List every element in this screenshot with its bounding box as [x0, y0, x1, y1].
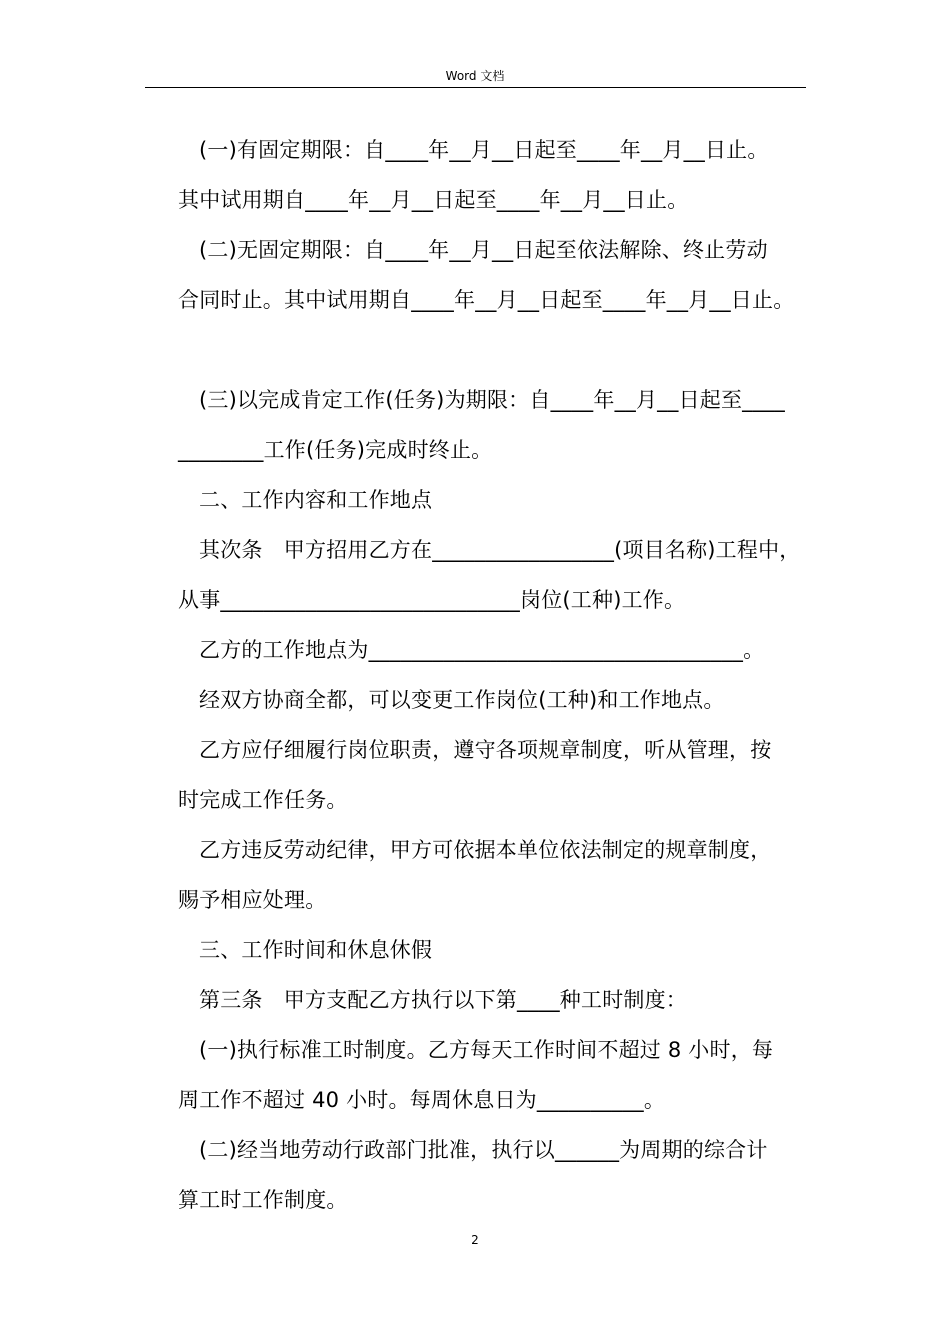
paragraph-spacer: [178, 325, 818, 375]
paragraph-line: 第三条 甲方支配乙方执行以下第____种工时制度：: [199, 988, 687, 1012]
paragraph-line: 从事____________________________岗位(工种)工作。: [178, 588, 686, 612]
paragraph-line: (一)执行标准工时制度。乙方每天工作时间不超过 8 小时，每: [199, 1038, 774, 1062]
paragraph-line: 乙方应仔细履行岗位职责，遵守各项规章制度，听从管理，按: [199, 738, 772, 762]
header-divider: [145, 87, 806, 88]
paragraph-line: 乙方的工作地点为___________________________________。: [199, 638, 765, 662]
paragraph-line: (一)有固定期限：自____年__月__日起至____年__月__日止。: [199, 138, 769, 162]
document-body: [178, 125, 818, 1225]
paragraph-line: 赐予相应处理。: [178, 888, 327, 912]
paragraph-line: 经双方协商全都，可以变更工作岗位(工种)和工作地点。: [199, 688, 725, 712]
section-heading: 三、工作时间和休息休假: [199, 938, 433, 962]
paragraph-line: 其次条 甲方招用乙方在_________________(项目名称)工程中，: [199, 538, 801, 562]
paragraph-line: 乙方违反劳动纪律，甲方可依据本单位依法制定的规章制度，: [199, 838, 772, 862]
page-header-title: Word 文档: [445, 69, 505, 83]
paragraph-line: 周工作不超过 40 小时。每周休息日为__________。: [178, 1088, 666, 1112]
paragraph-line: 算工时工作制度。: [178, 1188, 348, 1212]
paragraph-line: (二)无固定期限：自____年__月__日起至依法解除、终止劳动: [199, 238, 768, 262]
paragraph-line: (二)经当地劳动行政部门批准，执行以______为周期的综合计: [199, 1138, 768, 1162]
paragraph-line: 其中试用期自____年__月__日起至____年__月__日止。: [178, 188, 689, 212]
section-heading: 二、工作内容和工作地点: [199, 488, 433, 512]
paragraph-line: 时完成工作任务。: [178, 788, 348, 812]
paragraph-line: (三)以完成肯定工作(任务)为期限：自____年__月__日起至____: [199, 388, 785, 412]
page-number: 2: [471, 1233, 479, 1247]
paragraph-line: 合同时止。其中试用期自____年__月__日起至____年__月__日止。: [178, 288, 795, 312]
paragraph-line: ________工作(任务)完成时终止。: [178, 438, 493, 462]
